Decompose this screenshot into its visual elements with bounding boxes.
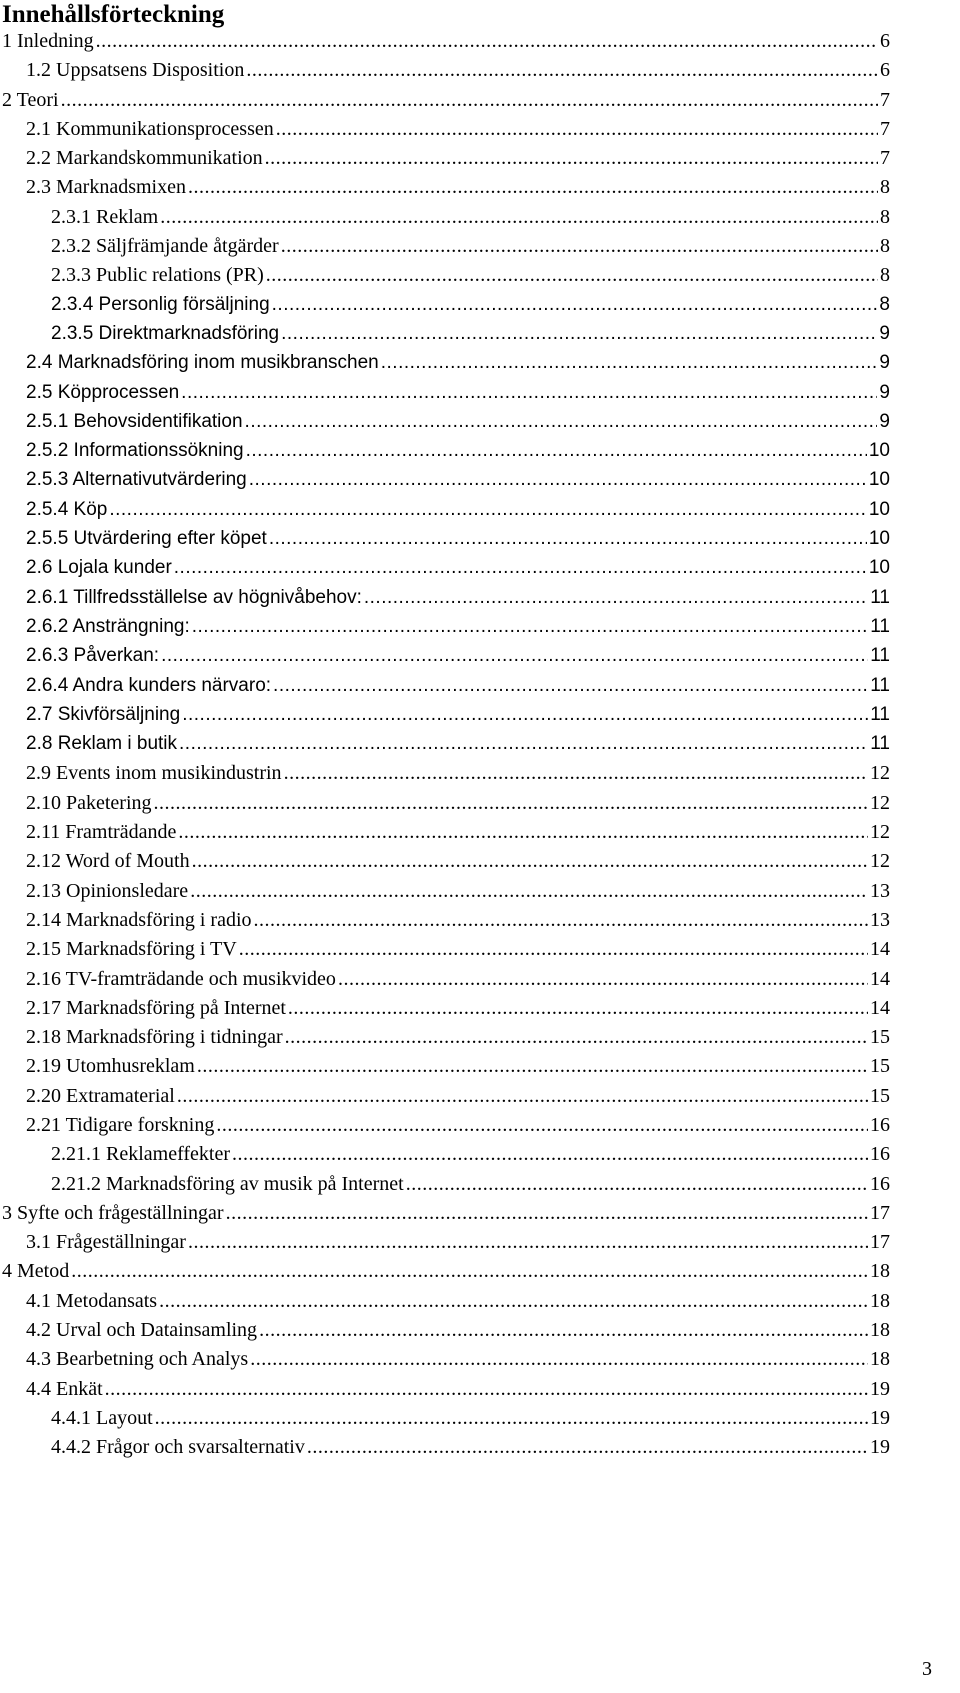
toc-entry-label: 2.3 Marknadsmixen bbox=[26, 176, 186, 199]
toc-leader-dots bbox=[197, 1055, 868, 1078]
toc-entry-page: 14 bbox=[870, 938, 890, 961]
toc-entry-label: 2.3.2 Säljfrämjande åtgärder bbox=[51, 235, 279, 258]
toc-entry[interactable] bbox=[0, 1290, 890, 1319]
toc-entry[interactable] bbox=[0, 1436, 890, 1465]
toc-entry[interactable] bbox=[0, 675, 890, 704]
toc-entry-label: 2 Teori bbox=[2, 88, 59, 111]
toc-entry[interactable] bbox=[0, 1231, 890, 1260]
toc-entry[interactable] bbox=[0, 1378, 890, 1407]
toc-entry-page: 19 bbox=[870, 1406, 890, 1429]
toc-entry-label: 2.6.3 Påverkan: bbox=[26, 645, 160, 667]
toc-entry-label: 1 Inledning bbox=[2, 30, 94, 52]
toc-entry[interactable] bbox=[0, 176, 890, 205]
toc-leader-dots bbox=[276, 118, 878, 141]
toc-entry-page: 8 bbox=[880, 205, 890, 228]
toc-entry-page: 7 bbox=[880, 147, 890, 170]
toc-entry[interactable] bbox=[0, 968, 890, 997]
toc-entry-page: 15 bbox=[870, 1026, 890, 1049]
toc-leader-dots bbox=[71, 1260, 868, 1283]
toc-leader-dots bbox=[284, 762, 868, 785]
toc-leader-dots bbox=[364, 587, 868, 609]
toc-entry[interactable] bbox=[0, 147, 890, 176]
toc-entry-label: 2.17 Marknadsföring på Internet bbox=[26, 996, 286, 1019]
toc-entry-label: 2.10 Paketering bbox=[26, 791, 152, 814]
toc-entry-label: 2.18 Marknadsföring i tidningar bbox=[26, 1026, 283, 1049]
toc-entry-page: 12 bbox=[870, 762, 890, 785]
toc-leader-dots bbox=[96, 30, 878, 53]
toc-entry-page: 17 bbox=[870, 1201, 890, 1224]
toc-entry-label: 2.12 Word of Mouth bbox=[26, 850, 190, 873]
toc-leader-dots bbox=[254, 909, 868, 932]
toc-leader-dots bbox=[406, 1173, 868, 1196]
toc-entry[interactable] bbox=[0, 1143, 890, 1172]
toc-entry-label: 2.8 Reklam i butik bbox=[26, 733, 178, 755]
toc-entry-page: 11 bbox=[870, 733, 890, 755]
toc-entry[interactable] bbox=[0, 821, 890, 850]
toc-entry-label: 2.21.1 Reklameffekter bbox=[51, 1143, 231, 1166]
toc-entry[interactable] bbox=[0, 997, 890, 1026]
toc-entry[interactable] bbox=[0, 704, 890, 733]
toc-entry-label: 3 Syfte och frågeställningar bbox=[2, 1201, 224, 1224]
toc-entry-label: 2.2 Markandskommunikation bbox=[26, 147, 263, 170]
toc-leader-dots bbox=[160, 206, 878, 229]
toc-entry[interactable] bbox=[0, 733, 890, 762]
toc-entry-page: 9 bbox=[879, 322, 890, 344]
toc-entry[interactable] bbox=[0, 235, 890, 264]
toc-entry-page: 11 bbox=[870, 586, 890, 608]
toc-leader-dots bbox=[249, 469, 867, 491]
toc-entry[interactable] bbox=[0, 1055, 890, 1084]
toc-leader-dots bbox=[109, 499, 867, 521]
toc-entry[interactable] bbox=[0, 264, 890, 293]
toc-leader-dots bbox=[288, 997, 868, 1020]
toc-leader-dots bbox=[338, 968, 868, 991]
toc-entry[interactable] bbox=[0, 89, 890, 118]
toc-entry-page: 18 bbox=[870, 1319, 890, 1342]
toc-entry-page: 9 bbox=[879, 352, 890, 374]
toc-entry-label: 2.13 Opinionsledare bbox=[26, 879, 189, 902]
toc-leader-dots bbox=[182, 704, 868, 726]
toc-entry[interactable] bbox=[0, 411, 890, 440]
toc-leader-dots bbox=[192, 616, 869, 638]
toc-leader-dots bbox=[272, 294, 878, 316]
toc-entry[interactable] bbox=[0, 1202, 890, 1231]
toc-entry[interactable] bbox=[0, 30, 890, 59]
toc-entry-page: 9 bbox=[879, 381, 890, 403]
toc-entry-page: 19 bbox=[870, 1377, 890, 1400]
toc-entry[interactable] bbox=[0, 1085, 890, 1114]
toc-entry-label: 2.5.4 Köp bbox=[26, 498, 108, 520]
toc-entry-label: 2.7 Skivförsäljning bbox=[26, 703, 181, 725]
toc-entry-label: 4 Metod bbox=[2, 1260, 70, 1283]
toc-entry-page: 10 bbox=[868, 528, 890, 550]
toc-entry-page: 14 bbox=[870, 996, 890, 1019]
toc-entry-label: 2.21 Tidigare forskning bbox=[26, 1113, 215, 1136]
toc-entry-label: 4.3 Bearbetning och Analys bbox=[26, 1348, 249, 1371]
toc-entry-page: 19 bbox=[870, 1436, 890, 1459]
toc-leader-dots bbox=[246, 59, 878, 82]
toc-entry[interactable] bbox=[0, 499, 890, 528]
toc-leader-dots bbox=[259, 1319, 868, 1342]
page-title: Innehållsförteckning bbox=[2, 1, 225, 28]
toc-entry[interactable] bbox=[0, 938, 890, 967]
toc-leader-dots bbox=[190, 880, 868, 903]
toc-leader-dots bbox=[181, 382, 877, 404]
toc-entry-page: 10 bbox=[868, 440, 890, 462]
toc-entry[interactable] bbox=[0, 909, 890, 938]
toc-entry[interactable] bbox=[0, 616, 890, 645]
toc-entry-label: 2.5.3 Alternativutvärdering bbox=[26, 469, 247, 491]
toc-entry-label: 4.4.2 Frågor och svarsalternativ bbox=[51, 1436, 305, 1459]
toc-entry[interactable] bbox=[0, 206, 890, 235]
toc-leader-dots bbox=[273, 675, 868, 697]
toc-leader-dots bbox=[177, 1085, 868, 1108]
toc-entry-page: 8 bbox=[880, 176, 890, 199]
toc-leader-dots bbox=[161, 645, 868, 667]
toc-entry-label: 2.5.2 Informationssökning bbox=[26, 440, 244, 462]
toc-entry-page: 15 bbox=[870, 1084, 890, 1107]
toc-leader-dots bbox=[281, 235, 878, 258]
toc-entry[interactable] bbox=[0, 1319, 890, 1348]
toc-entry[interactable] bbox=[0, 528, 890, 557]
toc-leader-dots bbox=[155, 1407, 868, 1430]
toc-entry-page: 9 bbox=[879, 410, 890, 432]
toc-entry[interactable] bbox=[0, 1114, 890, 1143]
toc-entry-page: 12 bbox=[870, 791, 890, 814]
toc-entry-page: 8 bbox=[879, 293, 890, 315]
toc-leader-dots bbox=[381, 352, 878, 374]
toc-leader-dots bbox=[61, 89, 878, 112]
toc-entry-label: 4.2 Urval och Datainsamling bbox=[26, 1319, 258, 1342]
toc-entry[interactable] bbox=[0, 1173, 890, 1202]
toc-entry[interactable] bbox=[0, 469, 890, 498]
toc-entry-page: 13 bbox=[870, 879, 890, 902]
toc-entry-label: 1.2 Uppsatsens Disposition bbox=[26, 59, 245, 82]
toc-entry-label: 2.14 Marknadsföring i radio bbox=[26, 908, 252, 931]
toc-entry-label: 2.6.1 Tillfredsställelse av högnivåbehov: bbox=[26, 586, 362, 608]
toc-entry[interactable] bbox=[0, 382, 890, 411]
toc-leader-dots bbox=[188, 1231, 868, 1254]
toc-entry-page: 16 bbox=[870, 1113, 890, 1136]
toc-entry[interactable] bbox=[0, 118, 890, 147]
toc-entry[interactable] bbox=[0, 1348, 890, 1377]
toc-entry-page: 6 bbox=[880, 59, 890, 82]
toc-leader-dots bbox=[246, 440, 867, 462]
toc-entry[interactable] bbox=[0, 323, 890, 352]
toc-entry-page: 10 bbox=[868, 557, 890, 579]
toc-entry-page: 13 bbox=[870, 908, 890, 931]
toc-entry-page: 18 bbox=[870, 1289, 890, 1312]
toc-leader-dots bbox=[174, 557, 867, 579]
toc-entry-label: 4.1 Metodansats bbox=[26, 1289, 158, 1312]
toc-leader-dots bbox=[250, 1348, 868, 1371]
toc-entry-page: 14 bbox=[870, 967, 890, 990]
toc-leader-dots bbox=[269, 528, 867, 550]
toc-entry-label: 2.3.5 Direktmarknadsföring bbox=[51, 322, 280, 344]
toc-entry[interactable] bbox=[0, 1026, 890, 1055]
toc-entry-page: 8 bbox=[880, 235, 890, 258]
toc-entry[interactable] bbox=[0, 352, 890, 381]
toc-entry-label: 2.19 Utomhusreklam bbox=[26, 1055, 195, 1078]
toc-entry-label: 2.6 Lojala kunder bbox=[26, 557, 172, 579]
toc-entry-label: 2.11 Framträdande bbox=[26, 821, 177, 844]
toc-entry[interactable] bbox=[0, 294, 890, 323]
toc-entry[interactable] bbox=[0, 1260, 890, 1289]
toc-entry-label: 3.1 Frågeställningar bbox=[26, 1231, 186, 1254]
toc-entry-label: 2.3.1 Reklam bbox=[51, 205, 159, 228]
toc-leader-dots bbox=[178, 821, 868, 844]
toc-leader-dots bbox=[265, 147, 878, 170]
toc-entry-page: 10 bbox=[868, 498, 890, 520]
table-of-contents bbox=[0, 30, 890, 1466]
toc-leader-dots bbox=[192, 850, 868, 873]
toc-leader-dots bbox=[179, 733, 868, 755]
toc-entry-label: 2.20 Extramaterial bbox=[26, 1084, 175, 1107]
toc-entry-label: 2.6.2 Ansträngning: bbox=[26, 615, 190, 637]
toc-entry-label: 2.16 TV-framträdande och musikvideo bbox=[26, 967, 336, 990]
toc-leader-dots bbox=[232, 1143, 868, 1166]
toc-leader-dots bbox=[105, 1378, 868, 1401]
page-number: 3 bbox=[922, 1658, 932, 1680]
toc-entry[interactable] bbox=[0, 557, 890, 586]
toc-entry-label: 2.9 Events inom musikindustrin bbox=[26, 762, 282, 785]
toc-leader-dots bbox=[239, 938, 868, 961]
toc-entry-page: 12 bbox=[870, 821, 890, 844]
toc-entry-label: 4.4.1 Layout bbox=[51, 1406, 153, 1429]
toc-entry-label: 2.15 Marknadsföring i TV bbox=[26, 938, 237, 961]
toc-leader-dots bbox=[266, 264, 878, 287]
toc-entry[interactable] bbox=[0, 440, 890, 469]
toc-entry[interactable] bbox=[0, 880, 890, 909]
toc-entry-label: 2.6.4 Andra kunders närvaro: bbox=[26, 674, 272, 696]
toc-entry-label: 4.4 Enkät bbox=[26, 1377, 103, 1400]
toc-entry-page: 11 bbox=[870, 703, 890, 725]
toc-entry-label: 2.21.2 Marknadsföring av musik på Internet bbox=[51, 1172, 404, 1195]
toc-leader-dots bbox=[281, 323, 877, 345]
toc-entry-page: 15 bbox=[870, 1055, 890, 1078]
toc-leader-dots bbox=[245, 411, 878, 433]
toc-leader-dots bbox=[216, 1114, 868, 1137]
toc-entry-page: 18 bbox=[870, 1260, 890, 1283]
toc-entry-page: 11 bbox=[870, 674, 890, 696]
toc-entry-label: 2.4 Marknadsföring inom musikbranschen bbox=[26, 352, 379, 374]
toc-leader-dots bbox=[159, 1290, 868, 1313]
toc-entry-page: 11 bbox=[870, 615, 890, 637]
toc-entry-page: 16 bbox=[870, 1143, 890, 1166]
toc-entry-page: 17 bbox=[870, 1231, 890, 1254]
toc-entry-label: 2.5 Köpprocessen bbox=[26, 381, 180, 403]
toc-entry-label: 2.5.1 Behovsidentifikation bbox=[26, 410, 243, 432]
toc-leader-dots bbox=[154, 792, 868, 815]
toc-entry-page: 7 bbox=[880, 117, 890, 140]
toc-entry[interactable] bbox=[0, 645, 890, 674]
toc-entry-label: 2.1 Kommunikationsprocessen bbox=[26, 117, 274, 140]
toc-entry-page: 10 bbox=[868, 469, 890, 491]
toc-entry-page: 7 bbox=[880, 88, 890, 111]
toc-entry-page: 12 bbox=[870, 850, 890, 873]
toc-entry-label: 2.3.3 Public relations (PR) bbox=[51, 264, 264, 287]
toc-entry[interactable] bbox=[0, 1407, 890, 1436]
toc-entry-page: 6 bbox=[880, 30, 890, 52]
toc-leader-dots bbox=[307, 1436, 868, 1459]
toc-entry-label: 2.3.4 Personlig försäljning bbox=[51, 293, 270, 315]
toc-entry-page: 11 bbox=[870, 645, 890, 667]
toc-entry-page: 8 bbox=[880, 264, 890, 287]
toc-entry-label: 2.5.5 Utvärdering efter köpet bbox=[26, 528, 267, 550]
toc-entry[interactable] bbox=[0, 792, 890, 821]
toc-leader-dots bbox=[188, 176, 878, 199]
toc-entry[interactable] bbox=[0, 850, 890, 879]
toc-entry[interactable] bbox=[0, 762, 890, 791]
toc-entry-page: 18 bbox=[870, 1348, 890, 1371]
toc-entry[interactable] bbox=[0, 59, 890, 88]
toc-leader-dots bbox=[226, 1202, 868, 1225]
toc-entry[interactable] bbox=[0, 587, 890, 616]
toc-leader-dots bbox=[285, 1026, 868, 1049]
toc-entry-page: 16 bbox=[870, 1172, 890, 1195]
